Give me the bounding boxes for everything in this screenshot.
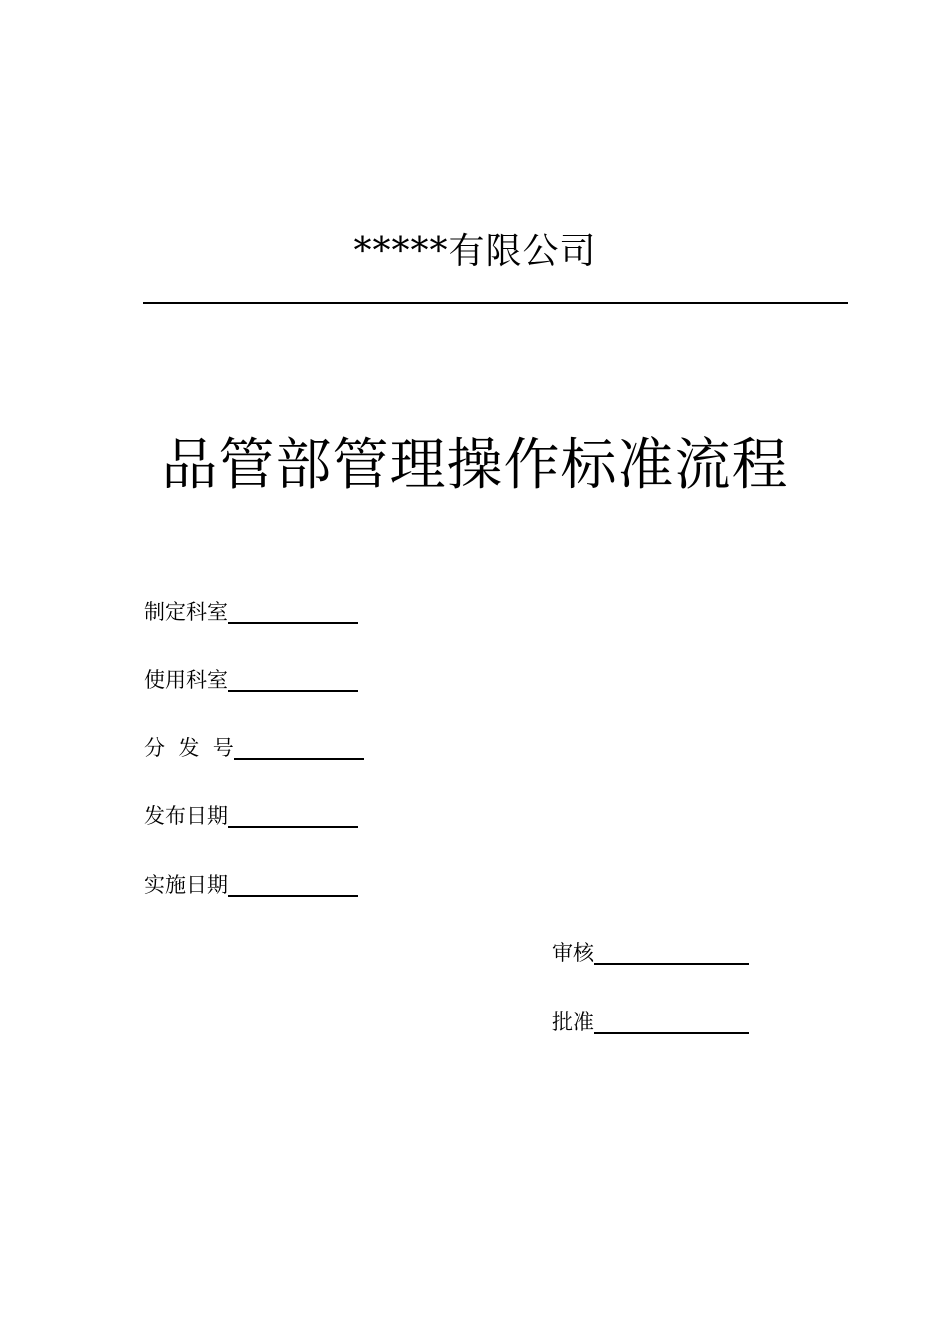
fill-in-blank: [234, 758, 364, 760]
approval-review: [552, 939, 749, 967]
field-using-department: [144, 666, 358, 694]
fill-in-blank: [228, 690, 358, 692]
field-label: 制定科室: [144, 600, 228, 624]
field-drafting-department: [144, 598, 358, 626]
approval-approve: [552, 1008, 749, 1036]
fill-in-blank: [228, 826, 358, 828]
fill-in-blank: [228, 622, 358, 624]
field-label: 使用科室: [144, 668, 228, 692]
field-label: 实施日期: [144, 873, 228, 897]
fill-in-blank: [228, 895, 358, 897]
signature-blank: [594, 1032, 749, 1034]
field-implementation-date: [144, 871, 358, 899]
header-divider: [143, 302, 848, 304]
approval-label: 批准: [552, 1010, 594, 1034]
field-distribution-number: [144, 734, 364, 762]
approval-label: 审核: [552, 941, 594, 965]
document-title: 品管部管理操作标准流程: [161, 433, 789, 498]
field-release-date: [144, 802, 358, 830]
signature-blank: [594, 963, 749, 965]
field-label: 分 发 号: [144, 736, 234, 760]
company-name: *****有限公司: [353, 231, 597, 272]
field-label: 发布日期: [144, 804, 228, 828]
